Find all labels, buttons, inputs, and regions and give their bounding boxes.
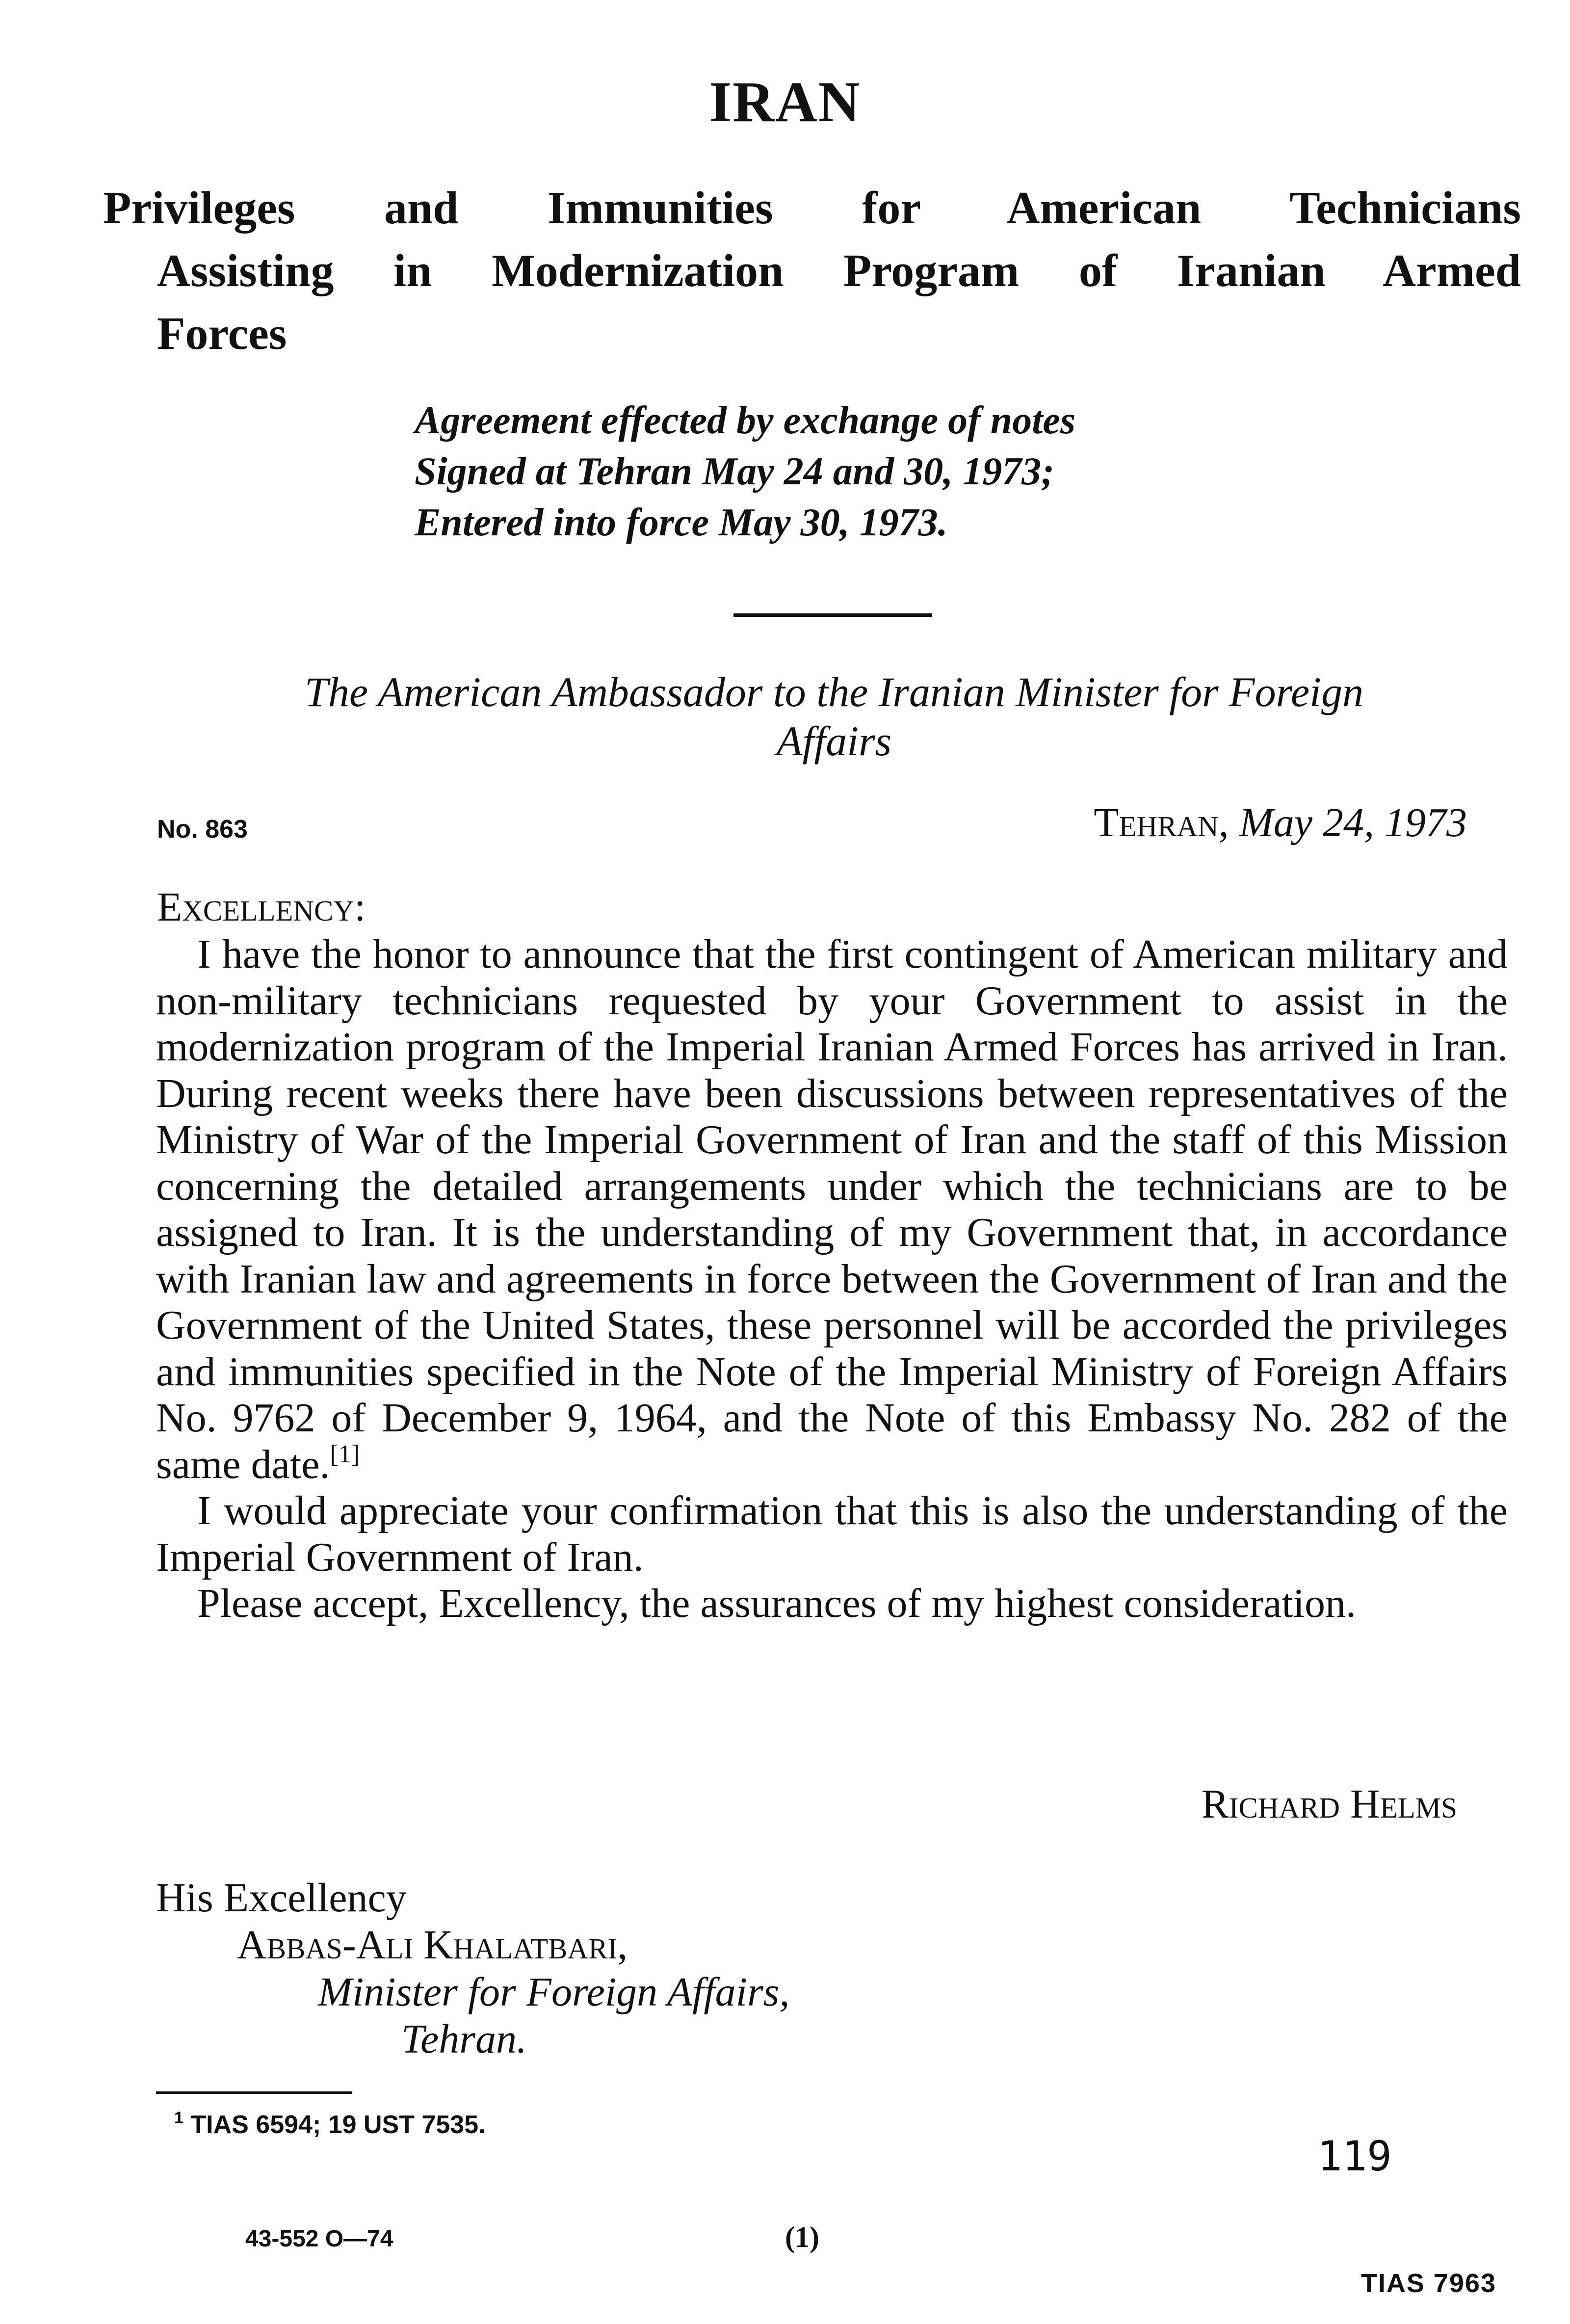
section-divider	[733, 613, 932, 617]
signature-name: Richard Helms	[1201, 1781, 1457, 1827]
series-number: TIAS 7963	[1361, 2269, 1496, 2298]
body-paragraph-1-text: I have the honor to announce that the first contingent of American military and non-military technicians requested by your Government to assist in the modernization program of the Imperial Iranian Armed Forces has arrived in Iran. During recent weeks there have been discussions between representatives of the Ministry of War of the Imperial Government of Iran and the staff of this Mission concerning the detailed arrangements under which the technicians are to be assigned to Iran. It is the understanding of my Government that, in accordance with Iranian law and agreements in force between the Government of Iran and the Government of the United States, these personnel will be accorded the privileges and immunities specified in the Note of the Imperial Ministry of Foreign Affairs No. 9762 of December 9, 1964, and the Note of this Embassy No. 282 of the same date.	[156, 931, 1508, 1487]
subtitle-line-1: Agreement effected by exchange of notes	[415, 399, 1076, 442]
subtitle-line-3: Entered into force May 30, 1973.	[415, 501, 948, 544]
agreement-title	[103, 177, 1521, 365]
addressee-block	[156, 1875, 789, 2063]
note-number: No. 863	[157, 815, 248, 844]
title-line-1: Privileges and Immunities for American Technicians	[103, 183, 1521, 234]
salutation: Excellency:	[157, 884, 366, 930]
dateline-place: Tehran,	[1094, 800, 1229, 845]
agreement-subtitle	[415, 395, 1494, 548]
body-paragraph-1	[156, 931, 1508, 1488]
footnote-marker: 1	[174, 2109, 183, 2127]
footnote-reference: [1]	[330, 1440, 360, 1468]
body-paragraph-2: I would appreciate your confirmation that this is also the understanding of the Imperial Government of Iran.	[156, 1488, 1508, 1580]
country-heading: IRAN	[709, 70, 861, 134]
footnote	[174, 2110, 486, 2139]
print-code: 43-552 O—74	[245, 2226, 393, 2252]
note-body	[156, 931, 1508, 1627]
body-paragraph-3: Please accept, Excellency, the assurances of my highest consideration.	[197, 1581, 1357, 1626]
addressee-line-3: Minister for Foreign Affairs,	[318, 1969, 790, 2015]
page-number: 119	[1317, 2132, 1392, 2180]
addressee-line-2: Abbas-Ali Khalatbari,	[237, 1922, 628, 1968]
sheet-number: (1)	[785, 2221, 819, 2253]
footnote-text: TIAS 6594; 19 UST 7535.	[190, 2111, 486, 2139]
title-line-2: Assisting in Modernization Program of Iranian Armed	[157, 245, 1521, 296]
note-heading-line-1: The American Ambassador to the Iranian Minister for Foreign	[305, 668, 1363, 715]
addressee-line-4: Tehran.	[401, 2016, 527, 2062]
subtitle-line-2: Signed at Tehran May 24 and 30, 1973;	[415, 450, 1054, 493]
note-heading	[186, 667, 1482, 766]
note-heading-line-2: Affairs	[776, 717, 892, 765]
title-line-3: Forces	[157, 308, 287, 359]
footnote-divider	[156, 2091, 352, 2094]
dateline-date: May 24, 1973	[1239, 800, 1467, 845]
dateline	[1094, 799, 1467, 846]
addressee-line-1: His Excellency	[156, 1875, 407, 1921]
